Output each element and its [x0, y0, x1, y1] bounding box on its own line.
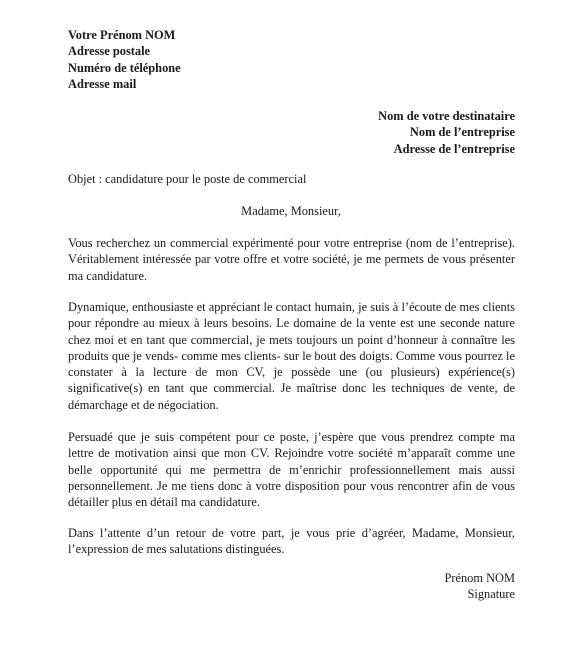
recipient-address: Adresse de l’entreprise [393, 141, 515, 156]
paragraph-introduction: Vous recherchez un commercial expérimenté pour votre entreprise (nom de l’entreprise). Véritablement intéressée par votre offre et votre société, je me permets de vous présenter ma candidature. [68, 236, 515, 283]
sender-email: Adresse mail [68, 76, 137, 91]
paragraph-skills: Dynamique, enthousiaste et appréciant le contact humain, je suis à l’écoute de mes clients pour répondre au mieux à leurs besoins. Le domaine de la vente est une seconde nature chez moi et en tant que commercial, je mets toujours un point d’honneur à connaître les produits que je vends- comme mes clients- sur le bout des doigts. Comme vous pourrez le constater à la lecture de mon CV, je possède une (ou plusieurs) expérience(s) significative(s) en tant que commercial. Je maîtrise donc les techniques de vente, de démarchage et de négociation. [68, 300, 515, 412]
closing-name: Prénom NOM [444, 571, 515, 585]
sender-name: Votre Prénom NOM [68, 28, 176, 42]
closing-signature: Signature [467, 587, 515, 602]
recipient-company: Nom de l’entreprise [409, 125, 515, 140]
sender-phone: Numéro de téléphone [68, 60, 181, 75]
letter-salutation: Madame, Monsieur, [241, 204, 341, 218]
sender-block [68, 27, 181, 92]
letter-subject: Objet : candidature pour le poste de commercial [68, 172, 307, 186]
recipient-name: Nom de votre destinataire [378, 109, 515, 123]
sender-address: Adresse postale [68, 44, 151, 59]
paragraph-motivation: Persuadé que je suis compétent pour ce poste, j’espère que vous prendrez compte ma lettre de motivation ainsi que mon CV. Rejoindre votre société m’apparaît comme une belle opportunité qui me permettra de m’enrichir professionnellement mais aussi personnellement. Je me tiens donc à votre disposition pour vous rencontrer afin de vous détailler plus en détail ma candidature. [68, 430, 515, 510]
closing-block [444, 570, 515, 603]
paragraph-closing-formula: Dans l’attente d’un retour de votre part, je vous prie d’agréer, Madame, Monsieur, l’expression de mes salutations distinguées. [68, 526, 515, 557]
recipient-block [378, 108, 515, 157]
